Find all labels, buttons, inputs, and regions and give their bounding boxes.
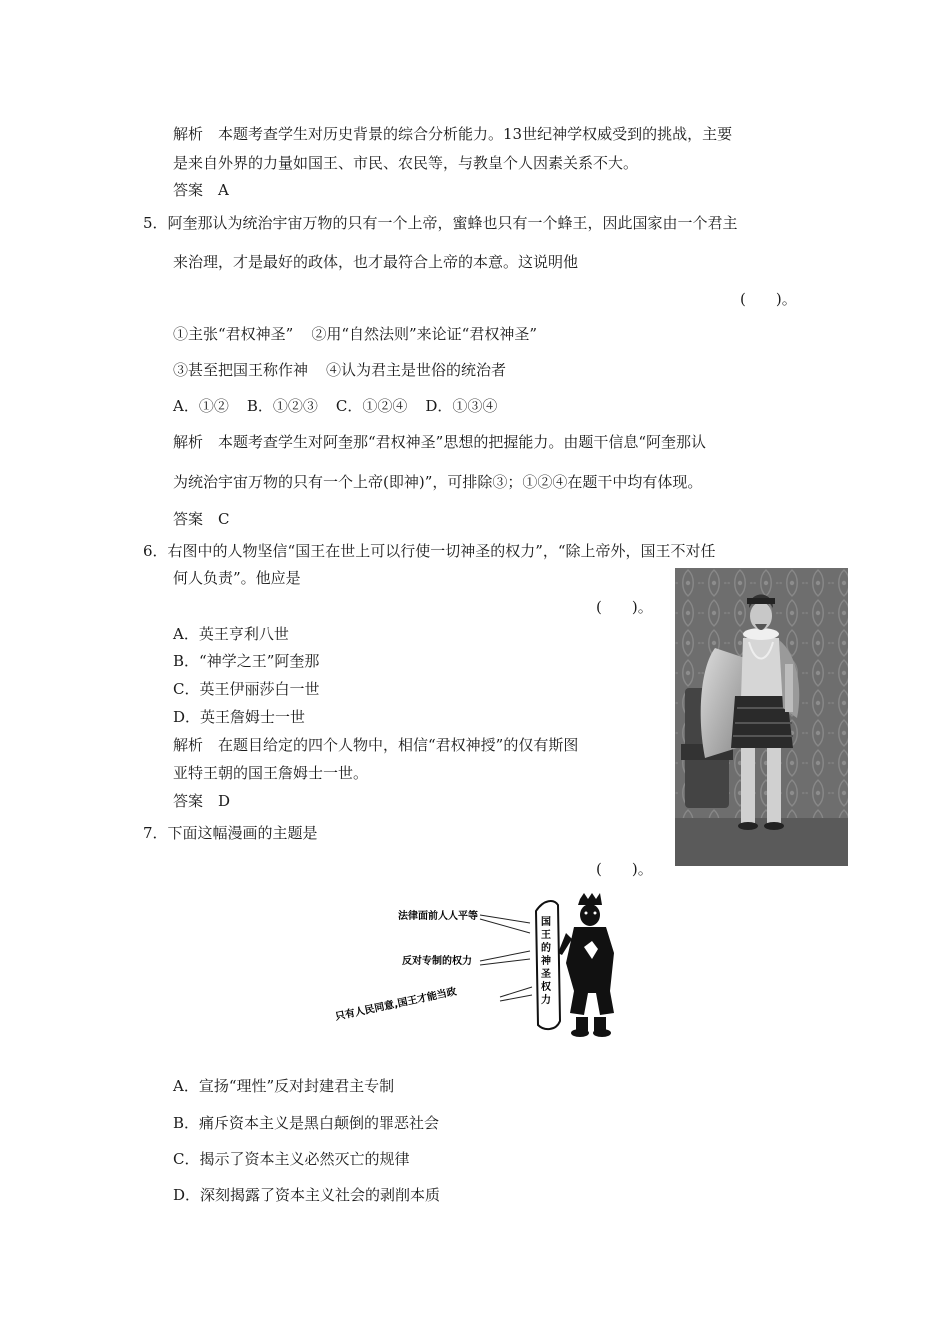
cartoon-label-anti-autocracy: 反对专制的权力 [402,956,472,967]
svg-text:圣: 圣 [541,969,551,980]
svg-text:的: 的 [541,943,551,954]
q5-analysis-line-1: 解析 本题考查学生对阿奎那“君权神圣”思想的把握能力。由题干信息“阿奎那认 [173,433,707,451]
q5-option-a: A．①② [173,397,229,415]
q6-stem-line-2: 何人负责”。他应是 [173,569,301,587]
q5-item-3: ③甚至把国王称作神 [173,361,309,379]
prev-analysis-line-2: 是来自外界的力量如国王、市民、农民等，与教皇个人因素关系不大。 [173,154,639,172]
q7-option-b: B．痛斥资本主义是黑白颠倒的罪恶社会 [173,1114,440,1132]
q5-item-2: ②用“自然法则”来论证“君权神圣” [311,325,538,343]
q6-option-c: C．英王伊丽莎白一世 [173,680,320,698]
svg-text:国: 国 [541,917,551,928]
prev-answer: 答案 A [173,181,229,199]
q5-item-1: ①主张“君权神圣” [173,325,294,343]
q5-stem-line-2: 来治理，才是最好的政体，也才最符合上帝的本意。这说明他 [173,253,579,271]
svg-text:王: 王 [541,930,551,941]
svg-text:力: 力 [541,995,551,1006]
q5-option-c: C．①②④ [335,397,408,415]
q5-stem-line-1: 5．阿奎那认为统治宇宙万物的只有一个上帝，蜜蜂也只有一个蜂王，因此国家由一个君主 [143,214,738,232]
q5-item-4: ④认为君主是世俗的统治者 [326,361,507,379]
q6-answer: 答案 D [173,792,231,810]
cartoon-label-consent: 只有人民同意,国王才能当政 [334,986,458,1023]
q7-option-a: A．宣扬“理性”反对封建君主专制 [173,1077,395,1095]
q7-option-d: D．深刻揭露了资本主义社会的剥削本质 [173,1186,441,1204]
q5-items-row-2 [173,360,506,380]
king-portrait-image [675,568,848,866]
q7-stem: 7．下面这幅漫画的主题是 [143,824,318,842]
q5-items-row-1 [173,324,537,344]
svg-text:权: 权 [541,982,551,993]
cartoon-image [330,893,622,1040]
q5-options [173,396,497,416]
svg-text:神: 神 [541,956,551,967]
q7-option-c: C．揭示了资本主义必然灭亡的规律 [173,1150,410,1168]
q6-analysis-line-1: 解析 在题目给定的四个人物中，相信“君权神授”的仅有斯图 [173,736,579,754]
q5-option-b: B．①②③ [246,397,318,415]
cartoon-king-figure [558,893,614,1037]
cartoon-label-equality: 法律面前人人平等 [398,911,478,922]
q5-option-d: D．①③④ [425,397,498,415]
q6-option-a: A．英王亨利八世 [173,625,289,643]
prev-analysis-line-1: 解析 本题考查学生对历史背景的综合分析能力。13世纪神学权威受到的挑战，主要 [173,125,733,143]
q6-option-d: D．英王詹姆士一世 [173,708,306,726]
q5-answer-paren: ( )。 [740,290,797,308]
q7-answer-paren: ( )。 [596,860,653,878]
q6-analysis-line-2: 亚特王朝的国王詹姆士一世。 [173,764,369,782]
q6-stem-line-1: 6．右图中的人物坚信“国王在世上可以行使一切神圣的权力”，“除上帝外，国王不对任 [143,542,716,560]
q5-analysis-line-2: 为统治宇宙万物的只有一个上帝(即神)”，可排除③；①②④在题干中均有体现。 [173,473,703,491]
q5-answer: 答案 C [173,510,230,528]
q6-answer-paren: ( )。 [596,598,653,616]
q6-option-b: B．“神学之王”阿奎那 [173,652,320,670]
